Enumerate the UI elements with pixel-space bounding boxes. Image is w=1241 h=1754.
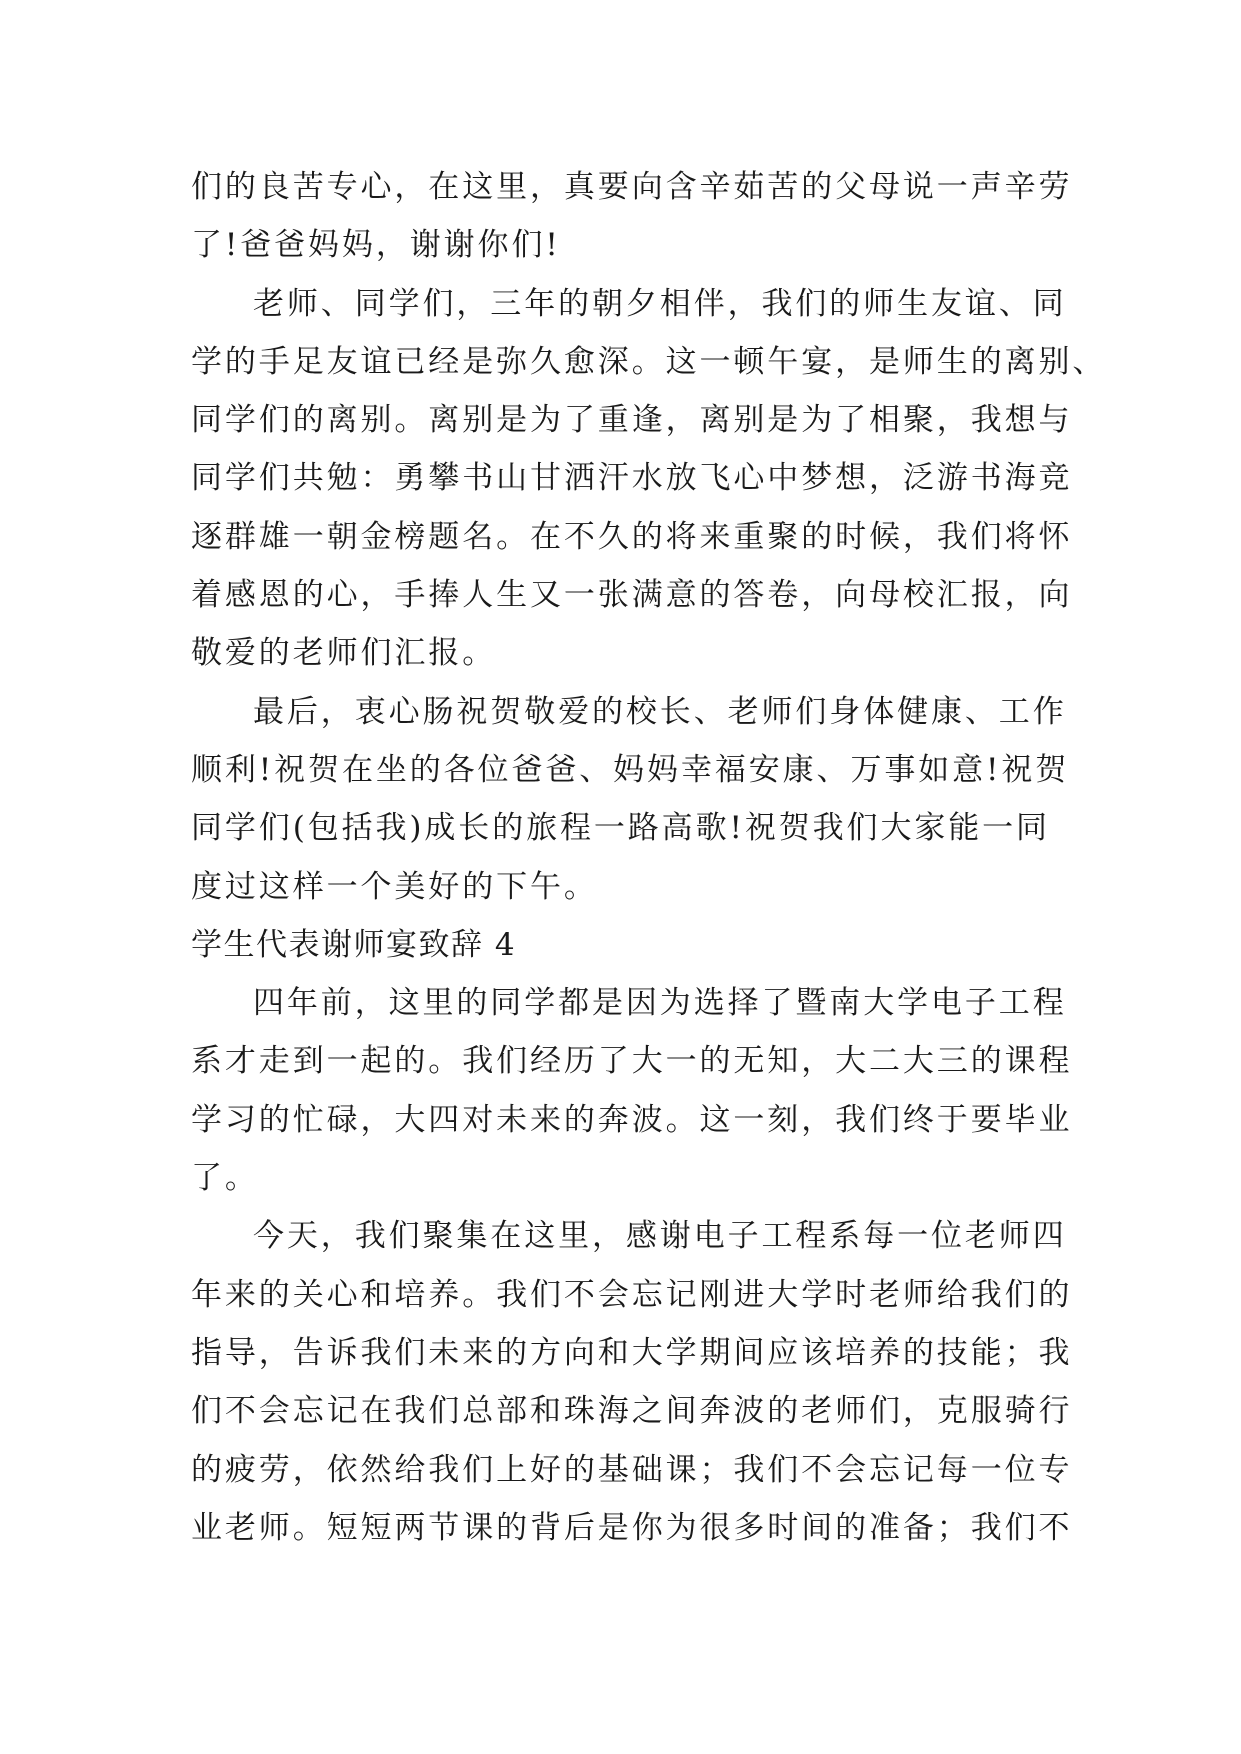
text-line: 学习的忙碌，大四对未来的奔波。这一刻，我们终于要毕业 <box>191 1101 1073 1138</box>
text-line: 系才走到一起的。我们经历了大一的无知，大二大三的课程 <box>191 1043 1073 1080</box>
text-line: 今天，我们聚集在这里，感谢电子工程系每一位老师四 <box>253 1218 1067 1255</box>
paragraph <box>191 683 1070 916</box>
text-line: 的疲劳，依然给我们上好的基础课；我们不会忘记每一位专 <box>191 1451 1073 1488</box>
text-line: 老师、同学们，三年的朝夕相伴，我们的师生友谊、同 <box>253 285 1067 322</box>
text-line: 同学们的离别。离别是为了重逢，离别是为了相聚，我想与 <box>191 402 1073 439</box>
text-line: 同学们(包括我)成长的旅程一路高歌!祝贺我们大家能一同 <box>191 810 1050 847</box>
text-line: 顺利!祝贺在坐的各位爸爸、妈妈幸福安康、万事如意!祝贺 <box>191 751 1070 788</box>
text-line: 了。 <box>191 1160 259 1197</box>
document-body <box>191 158 1107 1557</box>
text-line: 度过这样一个美好的下午。 <box>191 868 598 905</box>
paragraph <box>191 275 1107 683</box>
text-line: 指导，告诉我们未来的方向和大学期间应该培养的技能；我 <box>191 1334 1073 1371</box>
text-line: 着感恩的心，手捧人生又一张满意的答卷，向母校汇报，向 <box>191 577 1073 614</box>
text-line: 们不会忘记在我们总部和珠海之间奔波的老师们，克服骑行 <box>191 1393 1073 1430</box>
paragraph <box>191 158 1073 275</box>
text-line: 敬爱的老师们汇报。 <box>191 635 497 672</box>
paragraph <box>191 974 1073 1207</box>
section-heading: 学生代表谢师宴致辞 4 <box>191 926 517 963</box>
text-line: 同学们共勉：勇攀书山甘洒汗水放飞心中梦想，泛游书海竞 <box>191 460 1073 497</box>
text-line: 四年前，这里的同学都是因为选择了暨南大学电子工程 <box>253 985 1067 1022</box>
text-line: 年来的关心和培养。我们不会忘记刚进大学时老师给我们的 <box>191 1276 1073 1313</box>
paragraph <box>191 1207 1073 1557</box>
text-line: 业老师。短短两节课的背后是你为很多时间的准备；我们不 <box>191 1509 1073 1546</box>
text-line: 最后，衷心肠祝贺敬爱的校长、老师们身体健康、工作 <box>253 693 1067 730</box>
text-line: 逐群雄一朝金榜题名。在不久的将来重聚的时候，我们将怀 <box>191 518 1073 555</box>
text-line: 了!爸爸妈妈，谢谢你们! <box>191 227 561 264</box>
text-line: 们的良苦专心，在这里，真要向含辛茹苦的父母说一声辛劳 <box>191 169 1073 205</box>
text-line: 学的手足友谊已经是弥久愈深。这一顿午宴，是师生的离别、 <box>191 343 1107 380</box>
